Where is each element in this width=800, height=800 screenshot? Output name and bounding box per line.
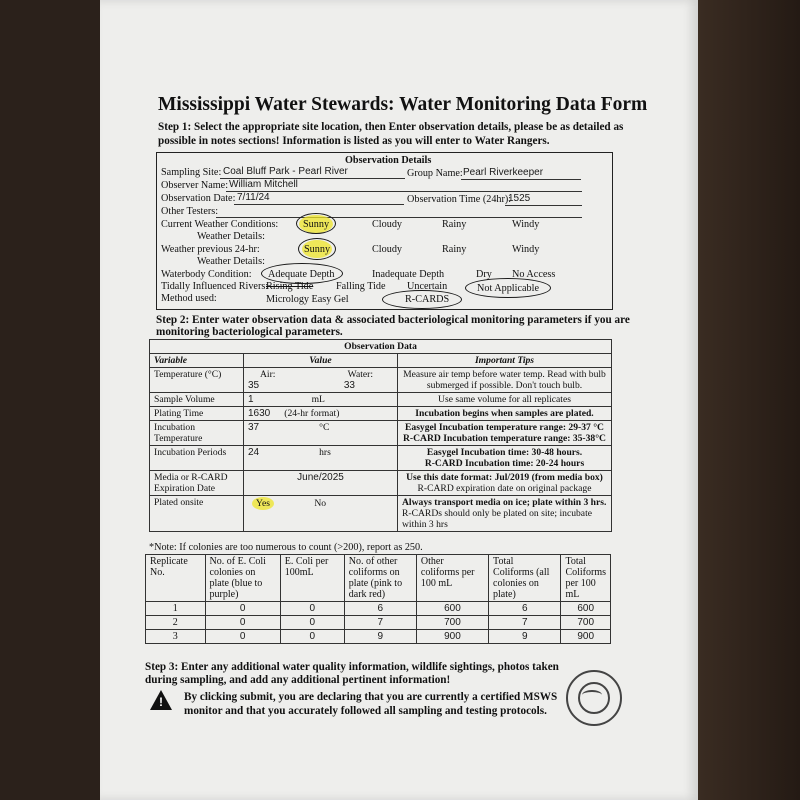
colony-cell[interactable]: 0 — [205, 630, 280, 644]
colony-header-4: Other coliforms per 100 mL — [416, 555, 488, 602]
tidal-option-falling[interactable]: Falling Tide — [336, 281, 386, 292]
media-tip-cell — [398, 471, 612, 496]
water-value[interactable]: 33 — [343, 380, 355, 391]
colony-cell[interactable]: 9 — [489, 630, 561, 644]
prev-weather-details-label: Weather Details: — [197, 256, 265, 267]
msws-seal-logo — [566, 670, 622, 726]
colony-cell: 2 — [146, 616, 206, 630]
volume-cell — [244, 393, 398, 407]
tidal-option-rising[interactable]: Rising Tide — [266, 281, 314, 292]
col-value: Value — [244, 354, 398, 368]
media-label: Media or R-CARD Expiration Date — [150, 471, 244, 496]
warning-icon: ! — [150, 690, 172, 710]
colony-header-3: No. of other coliforms on plate (pink to dark red) — [344, 555, 416, 602]
inc-period-tip2: R-CARD Incubation time: 20-24 hours — [424, 458, 585, 469]
colony-header-1: No. of E. Coli colonies on plate (blue to purple) — [205, 555, 280, 602]
colony-header-5: Total Coliforms (all colonies on plate) — [489, 555, 561, 602]
waterbody-option-inadequate[interactable]: Inadequate Depth — [372, 269, 445, 280]
declaration-line1: By clicking submit, you are declaring that you are currently a certified MSWS — [184, 691, 558, 703]
col-tips: Important Tips — [398, 354, 612, 368]
plating-cell — [244, 407, 398, 421]
inc-temp-unit: °C — [319, 422, 330, 433]
inc-temp-cell — [244, 421, 398, 446]
observation-details-header: Observation Details — [345, 155, 432, 166]
media-tip1: Use this date format: Jul/2019 (from media box) — [406, 472, 603, 483]
colony-table — [145, 554, 611, 644]
tidal-option-uncertain[interactable]: Uncertain — [407, 281, 448, 292]
table-surface — [698, 0, 800, 800]
observation-data-header: Observation Data — [150, 340, 612, 354]
inc-temp-tip1: Easygel Incubation temperature range: 29-37 °C — [405, 422, 604, 433]
weather-option-rainy[interactable]: Rainy — [442, 219, 467, 230]
colony-row — [146, 602, 611, 616]
colony-cell[interactable]: 600 — [416, 602, 488, 616]
previous-weather-label: Weather previous 24-hr: — [161, 244, 260, 255]
tidal-label: Tidally Influenced Rivers: — [161, 281, 269, 292]
onsite-yes[interactable]: Yes — [252, 497, 274, 510]
colony-cell[interactable]: 900 — [416, 630, 488, 644]
colony-cell: 1 — [146, 602, 206, 616]
colony-cell[interactable]: 6 — [344, 602, 416, 616]
volume-value[interactable]: 1 — [248, 394, 254, 405]
volume-unit: mL — [311, 394, 325, 405]
col-variable: Variable — [150, 354, 244, 368]
colony-header-0: Replicate No. — [146, 555, 206, 602]
method-option-rcards[interactable]: R-CARDS — [405, 294, 450, 305]
plating-value[interactable]: 1630 — [248, 408, 271, 419]
time-label: Observation Time (24hr): — [407, 194, 512, 205]
volume-tip: Use same volume for all replicates — [398, 393, 612, 407]
plating-unit: (24-hr format) — [284, 408, 340, 419]
step1-line1: Step 1: Select the appropriate site location, then Enter observation details, please be as detailed as — [158, 121, 624, 133]
inc-period-label: Incubation Periods — [150, 446, 244, 471]
colony-cell[interactable]: 9 — [344, 630, 416, 644]
air-label: Air: — [260, 369, 276, 380]
colony-cell[interactable]: 0 — [280, 630, 344, 644]
step3-line1: Step 3: Enter any additional water quality information, wildlife sightings, photos taken — [145, 661, 559, 673]
step3-line2: during sampling, and add any additional pertinent information! — [145, 674, 451, 686]
onsite-tip2: R-CARDs should only be plated on site; incubate within 3 hrs — [402, 508, 592, 530]
time-value[interactable]: 1525 — [508, 193, 531, 204]
observer-label: Observer Name: — [161, 180, 229, 191]
inc-temp-tip2: R-CARD Incubation temperature range: 35-38°C — [403, 433, 606, 444]
observer-value[interactable]: William Mitchell — [229, 179, 298, 190]
media-tip2: R-CARD expiration date on original package — [417, 483, 592, 494]
plating-tip: Incubation begins when samples are plated. — [398, 407, 612, 421]
colony-row — [146, 630, 611, 644]
waterbody-option-dry[interactable]: Dry — [476, 269, 492, 280]
air-value[interactable]: 35 — [248, 380, 260, 391]
colony-cell[interactable]: 700 — [416, 616, 488, 630]
colony-header-2: E. Coli per 100mL — [280, 555, 344, 602]
colony-header-6: Total Coliforms per 100 mL — [561, 555, 611, 602]
plating-label: Plating Time — [150, 407, 244, 421]
volume-label: Sample Volume — [150, 393, 244, 407]
water-label: Water: — [347, 369, 373, 380]
colony-cell[interactable]: 900 — [561, 630, 611, 644]
weather-option-windy[interactable]: Windy — [512, 219, 540, 230]
temp-tip: Measure air temp before water temp. Read with bulb submerged if possible. Don't touch bulb. — [398, 368, 612, 393]
inc-period-cell — [244, 446, 398, 471]
prev-weather-option-sunny[interactable]: Sunny — [304, 244, 331, 255]
onsite-cell — [244, 496, 398, 532]
colony-cell[interactable]: 0 — [205, 616, 280, 630]
prev-weather-option-rainy[interactable]: Rainy — [442, 244, 467, 255]
inc-temp-value[interactable]: 37 — [248, 422, 260, 433]
date-value[interactable]: 7/11/24 — [237, 192, 270, 203]
inc-temp-tip-cell — [398, 421, 612, 446]
inc-period-tip1: Easygel Incubation time: 30-48 hours. — [426, 447, 583, 458]
step2-line2: monitoring bacteriological parameters. — [156, 326, 343, 338]
colony-cell: 3 — [146, 630, 206, 644]
colony-cell[interactable]: 0 — [280, 616, 344, 630]
inc-period-value[interactable]: 24 — [248, 447, 260, 458]
date-label: Observation Date: — [161, 193, 236, 204]
sampling-site-value[interactable]: Coal Bluff Park - Pearl River — [223, 166, 348, 177]
tidal-option-not-applicable[interactable]: Not Applicable — [477, 283, 539, 294]
step2-line1: Step 2: Enter water observation data & associated bacteriological monitoring parameters if you are — [156, 314, 630, 326]
other-testers-label: Other Testers: — [161, 206, 219, 217]
prev-weather-option-cloudy[interactable]: Cloudy — [372, 244, 403, 255]
inc-period-unit: hrs — [319, 447, 331, 458]
temp-value-cell — [244, 368, 398, 393]
colony-note: *Note: If colonies are too numerous to count (>200), report as 250. — [149, 542, 423, 553]
inc-period-tip-cell — [398, 446, 612, 471]
current-weather-label: Current Weather Conditions: — [161, 219, 279, 230]
prev-weather-option-windy[interactable]: Windy — [512, 244, 540, 255]
declaration-line2: monitor and that you accurately followed all sampling and testing protocols. — [184, 705, 547, 717]
step1-line2: possible in notes sections! Information is listed as you will enter to Water Rangers. — [158, 135, 550, 147]
weather-option-sunny[interactable]: Sunny — [303, 219, 330, 230]
colony-cell[interactable]: 7 — [489, 616, 561, 630]
group-name-label: Group Name: — [407, 168, 463, 179]
weather-option-cloudy[interactable]: Cloudy — [372, 219, 403, 230]
method-label: Method used: — [161, 293, 217, 304]
waterbody-option-adequate[interactable]: Adequate Depth — [268, 269, 335, 280]
group-name-value[interactable]: Pearl Riverkeeper — [463, 167, 544, 178]
onsite-no[interactable]: No — [314, 498, 327, 509]
colony-cell[interactable]: 600 — [561, 602, 611, 616]
colony-row — [146, 616, 611, 630]
observation-data-table — [149, 339, 612, 532]
onsite-tip1: Always transport media on ice; plate within 3 hrs. — [402, 497, 607, 508]
colony-cell[interactable]: 6 — [489, 602, 561, 616]
temp-label: Temperature (°C) — [150, 368, 244, 393]
form-title: Mississippi Water Stewards: Water Monitoring Data Form — [158, 94, 648, 115]
colony-cell[interactable]: 700 — [561, 616, 611, 630]
waterbody-option-no-access[interactable]: No Access — [512, 269, 556, 280]
weather-details-label: Weather Details: — [197, 231, 265, 242]
onsite-tip-cell — [398, 496, 612, 532]
inc-temp-label: Incubation Temperature — [150, 421, 244, 446]
onsite-label: Plated onsite — [150, 496, 244, 532]
colony-cell[interactable]: 7 — [344, 616, 416, 630]
sampling-site-label: Sampling Site: — [161, 167, 222, 178]
colony-cell[interactable]: 0 — [205, 602, 280, 616]
method-option-easygel[interactable]: Micrology Easy Gel — [266, 294, 349, 305]
media-value[interactable]: June/2025 — [244, 471, 398, 496]
colony-cell[interactable]: 0 — [280, 602, 344, 616]
waterbody-label: Waterbody Condition: — [161, 269, 252, 280]
